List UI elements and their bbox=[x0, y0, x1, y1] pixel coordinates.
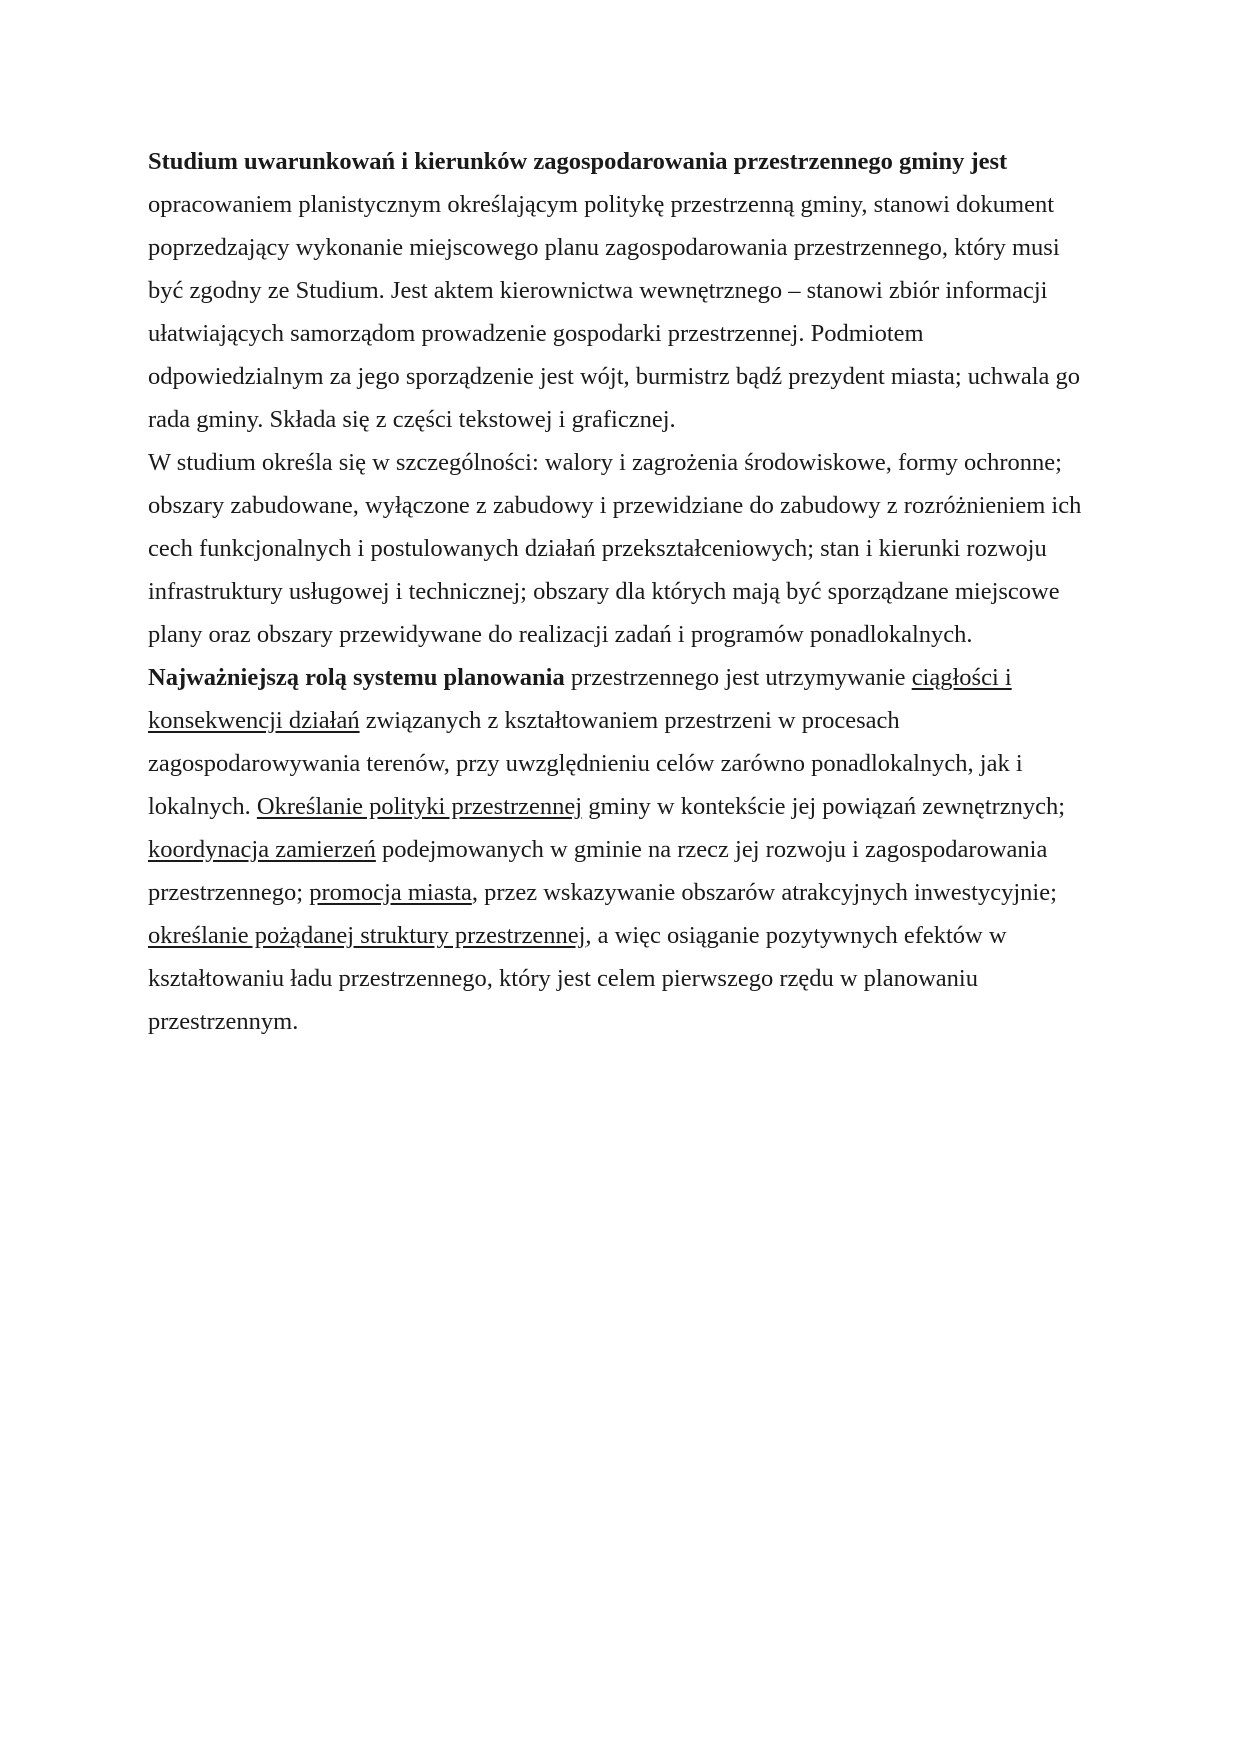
paragraph-planning-role bbox=[148, 656, 1093, 1043]
underlined-continuity: ciągłości i konsekwencji działań bbox=[148, 664, 1012, 734]
planning-role-text-2: związanych z kształtowaniem przestrzeni w procesach zagospodarowywania terenów, przy uwzględnieniu celów zarówno ponadlokalnych, jak i lokalnych. bbox=[148, 707, 1023, 820]
paragraph-studium-contents bbox=[148, 441, 1093, 656]
studium-definition-text: opracowaniem planistycznym określającym politykę przestrzenną gminy, stanowi dokument poprzedzający wykonanie miejscowego planu zagospodarowania przestrzennego, który musi być zgodny ze Studium. Jest aktem kierownictwa wewnętrznego – stanowi zbiór informacji ułatwiających samorządom prowadzenie gospodarki przestrzennej. Podmiotem odpowiedzialnym za jego sporządzenie jest wójt, burmistrz bądź prezydent miasta; uchwala go rada gminy. Składa się z części tekstowej i graficznej. bbox=[148, 191, 1081, 433]
planning-role-bold-lead: Najważniejszą rolą systemu planowania bbox=[148, 664, 565, 691]
planning-role-text-4: podejmowanych w gminie na rzecz jej rozwoju i zagospodarowania przestrzennego; bbox=[148, 836, 1048, 906]
document-body bbox=[148, 140, 1093, 1043]
underlined-policy: Określanie polityki przestrzennej bbox=[256, 793, 583, 820]
underlined-coordination: koordynacja zamierzeń bbox=[148, 836, 376, 863]
planning-role-text-6: , a więc osiąganie pozytywnych efektów w kształtowaniu ładu przestrzennego, który jest celem pierwszego rzędu w planowaniu przestrzennym. bbox=[148, 922, 1007, 1035]
underlined-structure: określanie pożądanej struktury przestrzennej bbox=[148, 922, 586, 949]
planning-role-text-3: gminy w kontekście jej powiązań zewnętrznych; bbox=[582, 793, 1066, 820]
planning-role-text-5: , przez wskazywanie obszarów atrakcyjnych inwestycyjnie; bbox=[471, 879, 1057, 906]
underlined-promotion: promocja miasta bbox=[309, 879, 472, 906]
planning-role-text-1: przestrzennego jest utrzymywanie bbox=[564, 664, 912, 691]
paragraph-studium-definition bbox=[148, 140, 1093, 441]
studium-contents-text: W studium określa się w szczególności: walory i zagrożenia środowiskowe, formy ochronne; obszary zabudowane, wyłączone z zabudowy i przewidziane do zabudowy z rozróżnieniem ich cech funkcjonalnych i postulowanych działań przekształceniowych; stan i kierunki rozwoju infrastruktury usługowej i technicznej; obszary dla których mają być sporządzane miejscowe plany oraz obszary przewidywane do realizacji zadań i programów ponadlokalnych. bbox=[148, 449, 1082, 648]
studium-bold-lead: Studium uwarunkowań i kierunków zagospodarowania przestrzennego gminy jest bbox=[148, 148, 1008, 175]
